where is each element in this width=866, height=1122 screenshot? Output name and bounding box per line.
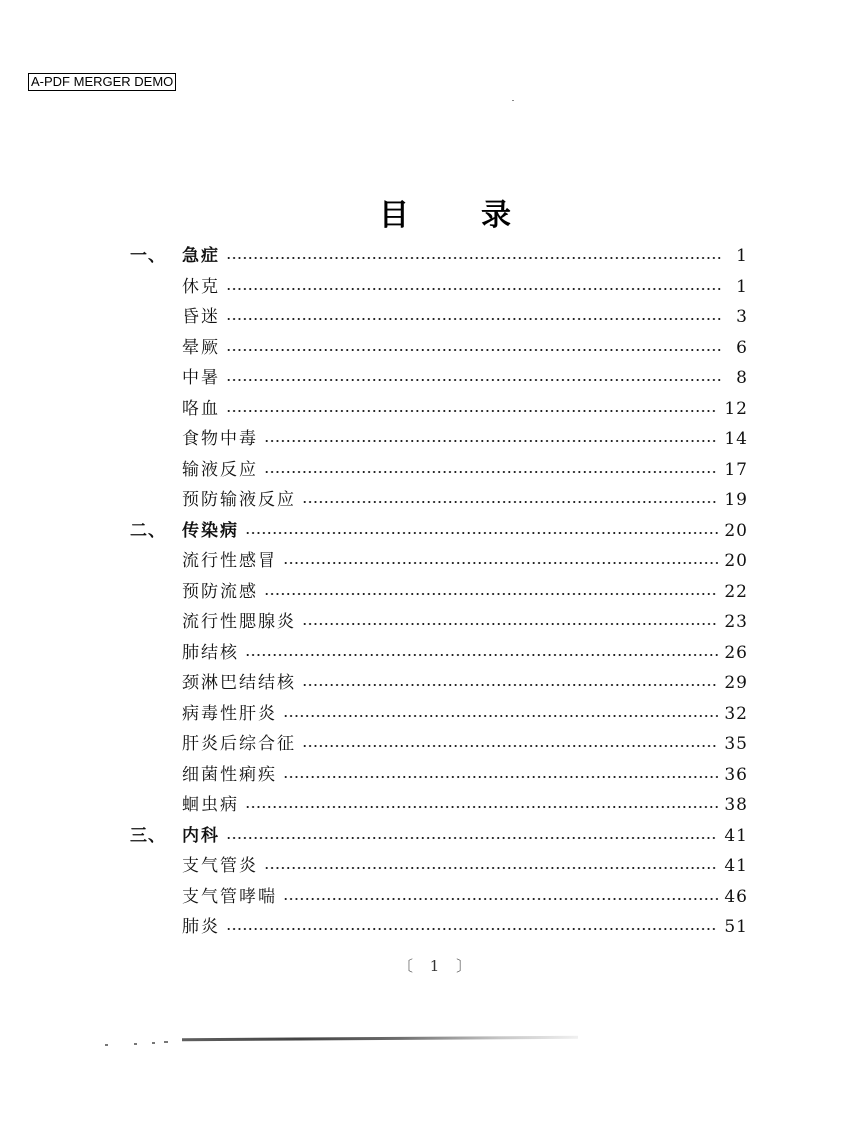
toc-page-number: 17 [724,459,748,480]
toc-leader-dots [245,532,718,534]
toc-page-number: 41 [724,856,748,876]
toc-entry-label: 咯血 [182,398,220,419]
toc-entry-row[interactable] [130,333,748,363]
toc-entry-label: 食物中毒 [182,429,258,449]
toc-entry-label: 急症 [182,246,220,266]
toc-leader-dots [283,898,718,900]
toc-leader-dots [226,257,722,259]
toc-page-number: 20 [724,520,748,541]
toc-entry-row[interactable] [130,760,748,790]
toc-leader-dots [226,318,722,320]
toc-leader-dots [264,440,718,442]
toc-leader-dots [302,684,718,686]
toc-entry-row[interactable] [130,638,748,668]
toc-leader-dots [264,867,718,869]
toc-entry-label: 蛔虫病 [182,795,239,815]
toc-entry-row[interactable] [130,729,748,759]
toc-entry-label: 支气管炎 [182,856,258,876]
toc-entry-label: 内科 [182,825,220,846]
toc-entry-label: 昏迷 [182,307,220,327]
toc-chapter-row[interactable] [130,516,748,546]
toc-entry-row[interactable] [130,577,748,607]
toc-page-number: 1 [736,246,748,266]
watermark-label: A-PDF MERGER DEMO [28,73,176,91]
toc-leader-dots [302,501,718,503]
toc-page-number: 38 [724,795,748,815]
toc-entry-row[interactable] [130,424,748,454]
toc-leader-dots [264,471,718,473]
toc-leader-dots [283,562,718,564]
toc-page-number: 23 [724,612,748,632]
toc-page-number: 51 [724,917,748,937]
footer-page-number: 〔 1 〕 [398,957,478,975]
toc-page-number: 8 [736,368,748,388]
toc-entry-label: 颈淋巴结结核 [182,673,296,693]
toc-entry-row[interactable] [130,302,748,332]
toc-page-number: 46 [724,886,748,907]
toc-page-number: 36 [724,764,748,785]
toc-entry-row[interactable] [130,790,748,820]
toc-entry-label: 传染病 [182,520,239,541]
toc-entry-row[interactable] [130,272,748,302]
toc-leader-dots [226,928,718,930]
toc-leader-dots [226,837,718,839]
toc-page-number: 29 [724,673,748,693]
toc-entry-label: 细菌性痢疾 [182,764,277,785]
toc-page-number: 35 [724,734,748,754]
scan-artifact-dot [134,1043,137,1045]
page-title: 目录 [379,198,583,233]
toc-page-number: 3 [736,307,748,327]
toc-entry-row[interactable] [130,607,748,637]
toc-chapter-row[interactable] [130,821,748,851]
toc-leader-dots [226,349,722,351]
toc-entry-label: 晕厥 [182,337,220,358]
toc-entry-label: 预防输液反应 [182,490,296,510]
toc-chapter-number: 一、 [130,246,166,266]
toc-entry-label: 肝炎后综合征 [182,734,296,754]
toc-leader-dots [226,410,718,412]
toc-entry-label: 流行性腮腺炎 [182,612,296,632]
toc-entry-row[interactable] [130,394,748,424]
toc-entry-row[interactable] [130,363,748,393]
toc-leader-dots [264,593,718,595]
toc-leader-dots [226,379,722,381]
toc-entry-label: 肺炎 [182,917,220,937]
toc-leader-dots [245,654,718,656]
toc-leader-dots [245,806,718,808]
toc-entry-row[interactable] [130,546,748,576]
toc-entry-row[interactable] [130,851,748,881]
toc-leader-dots [283,776,718,778]
toc-page-number: 1 [736,276,748,297]
toc-entry-row[interactable] [130,668,748,698]
toc-leader-dots [226,288,722,290]
scan-artifact-dot [105,1044,108,1046]
toc-page-number: 41 [724,825,748,846]
toc-entry-row[interactable] [130,699,748,729]
toc-page-number: 20 [724,551,748,571]
toc-entry-label: 预防流感 [182,581,258,602]
toc-entry-row[interactable] [130,882,748,912]
toc-entry-row[interactable] [130,455,748,485]
toc-chapter-number: 三、 [130,825,166,846]
scan-artifact-dot [164,1041,168,1043]
scan-artifact-dot [152,1042,155,1044]
toc-page-number: 26 [724,642,748,663]
toc-entry-label: 支气管哮喘 [182,886,277,907]
toc-entry-label: 肺结核 [182,642,239,663]
scan-artifact-line [182,1036,578,1041]
toc-chapter-row[interactable] [130,241,748,271]
toc-leader-dots [302,745,718,747]
toc-leader-dots [283,715,718,717]
toc-page-number: 12 [724,398,748,419]
toc-entry-row[interactable] [130,912,748,942]
toc-entry-label: 休克 [182,276,220,297]
toc-page-number: 6 [736,337,748,358]
toc-entry-label: 输液反应 [182,459,258,480]
toc-entry-row[interactable] [130,485,748,515]
toc-page-number: 14 [724,429,748,449]
toc-page-number: 32 [724,703,748,724]
toc-page-number: 22 [724,581,748,602]
scan-speck [512,100,514,101]
toc-chapter-number: 二、 [130,520,166,541]
toc-leader-dots [302,623,718,625]
toc-entry-label: 中暑 [182,368,220,388]
toc-page-number: 19 [724,490,748,510]
toc-entry-label: 病毒性肝炎 [182,703,277,724]
toc-entry-label: 流行性感冒 [182,551,277,571]
